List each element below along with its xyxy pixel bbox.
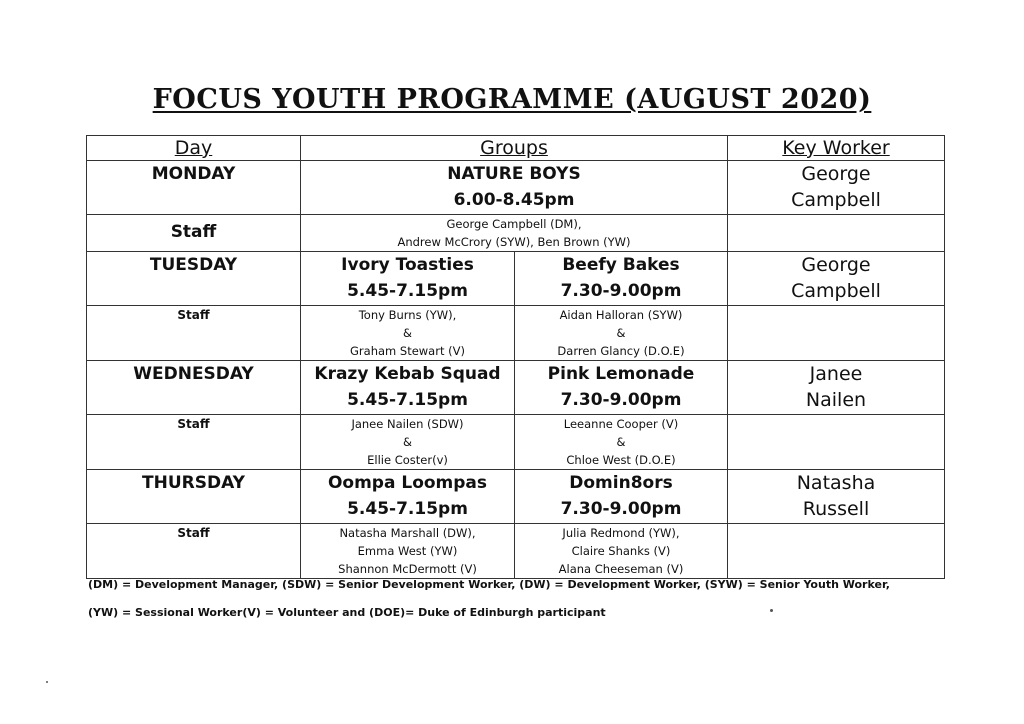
staff-line: Chloe West (D.O.E) — [566, 453, 676, 467]
staff-cell-tuesday-a — [301, 306, 515, 361]
empty-cell — [728, 215, 945, 252]
key-worker-first: Janee — [809, 363, 863, 385]
group-cell-wednesday-b — [515, 361, 728, 415]
group-time: 6.00-8.45pm — [453, 190, 575, 210]
header-day: Day — [87, 136, 301, 161]
scan-speck — [46, 681, 48, 683]
staff-line: Alana Cheeseman (V) — [558, 562, 684, 576]
group-time: 7.30-9.00pm — [560, 499, 682, 519]
staff-line: Natasha Marshall (DW), — [339, 526, 476, 540]
key-worker-last: Russell — [802, 498, 870, 520]
thursday-row — [87, 470, 945, 524]
group-cell-wednesday-a — [301, 361, 515, 415]
staff-cell-wednesday-a — [301, 415, 515, 470]
tuesday-row — [87, 252, 945, 306]
staff-line: Shannon McDermott (V) — [338, 562, 477, 576]
group-time: 7.30-9.00pm — [560, 281, 682, 301]
staff-line: Tony Burns (YW), — [358, 308, 457, 322]
document-title: FOCUS YOUTH PROGRAMME (AUGUST 2020) — [152, 84, 872, 115]
staff-line: Aidan Halloran (SYW) — [559, 308, 683, 322]
empty-cell — [728, 524, 945, 579]
staff-cell-tuesday-b — [515, 306, 728, 361]
empty-cell — [728, 306, 945, 361]
staff-line: & — [403, 435, 412, 449]
key-worker-last: Nailen — [805, 389, 867, 411]
group-name: Ivory Toasties — [341, 255, 474, 275]
header-groups: Groups — [301, 136, 728, 161]
scan-speck — [770, 609, 773, 612]
day-tuesday: TUESDAY — [87, 252, 301, 306]
group-name: Oompa Loompas — [327, 473, 488, 493]
wednesday-row — [87, 361, 945, 415]
header-key-worker: Key Worker — [728, 136, 945, 161]
key-worker-monday — [728, 161, 945, 215]
group-name: Pink Lemonade — [547, 364, 695, 384]
group-name: NATURE BOYS — [447, 164, 581, 184]
staff-cell-monday — [301, 215, 728, 252]
staff-cell-thursday-b — [515, 524, 728, 579]
group-time: 5.45-7.15pm — [347, 281, 468, 301]
staff-line: & — [616, 326, 626, 340]
tuesday-staff-row — [87, 306, 945, 361]
staff-label: Staff — [87, 306, 301, 361]
empty-cell — [728, 415, 945, 470]
key-worker-wednesday — [728, 361, 945, 415]
staff-label: Staff — [87, 215, 301, 252]
day-monday: MONDAY — [87, 161, 301, 215]
footnote-abbreviations-2: (YW) = Sessional Worker(V) = Volunteer and (DOE)= Duke of Edinburgh participant — [88, 606, 606, 619]
staff-line: Julia Redmond (YW), — [562, 526, 680, 540]
thursday-staff-row — [87, 524, 945, 579]
key-worker-first: George — [801, 163, 871, 185]
key-worker-thursday — [728, 470, 945, 524]
key-worker-tuesday — [728, 252, 945, 306]
key-worker-last: Campbell — [791, 280, 881, 302]
staff-line: Janee Nailen (SDW) — [351, 417, 464, 431]
key-worker-first: George — [801, 254, 871, 276]
staff-line: Graham Stewart (V) — [350, 344, 465, 358]
programme-table — [86, 135, 945, 579]
group-cell-monday — [301, 161, 728, 215]
group-cell-tuesday-b — [515, 252, 728, 306]
day-wednesday: WEDNESDAY — [87, 361, 301, 415]
footnote-abbreviations-1: (DM) = Development Manager, (SDW) = Senior Development Worker, (DW) = Development Worker, (SYW) = Senior Youth Worker, — [88, 578, 890, 591]
staff-line: Ellie Coster(v) — [367, 453, 448, 467]
wednesday-staff-row — [87, 415, 945, 470]
group-time: 7.30-9.00pm — [560, 390, 682, 410]
staff-line: Emma West (YW) — [357, 544, 458, 558]
staff-line: Darren Glancy (D.O.E) — [557, 344, 685, 358]
staff-cell-wednesday-b — [515, 415, 728, 470]
group-name: Domin8ors — [569, 473, 673, 493]
staff-line: & — [616, 435, 626, 449]
monday-row — [87, 161, 945, 215]
staff-line: & — [403, 326, 412, 340]
group-name: Beefy Bakes — [562, 255, 680, 275]
group-cell-tuesday-a — [301, 252, 515, 306]
group-time: 5.45-7.15pm — [347, 390, 468, 410]
key-worker-last: Campbell — [791, 189, 881, 211]
staff-label: Staff — [87, 415, 301, 470]
group-time: 5.45-7.15pm — [347, 499, 468, 519]
staff-line: Leeanne Cooper (V) — [563, 417, 679, 431]
staff-cell-thursday-a — [301, 524, 515, 579]
staff-line: Claire Shanks (V) — [571, 544, 671, 558]
group-cell-thursday-a — [301, 470, 515, 524]
group-cell-thursday-b — [515, 470, 728, 524]
staff-label: Staff — [87, 524, 301, 579]
monday-staff-row — [87, 215, 945, 252]
staff-line: Andrew McCrory (SYW), Ben Brown (YW) — [397, 235, 631, 249]
day-thursday: THURSDAY — [87, 470, 301, 524]
group-name: Krazy Kebab Squad — [314, 364, 501, 384]
staff-line: George Campbell (DM), — [446, 217, 582, 231]
header-row — [87, 136, 945, 161]
key-worker-first: Natasha — [796, 472, 876, 494]
